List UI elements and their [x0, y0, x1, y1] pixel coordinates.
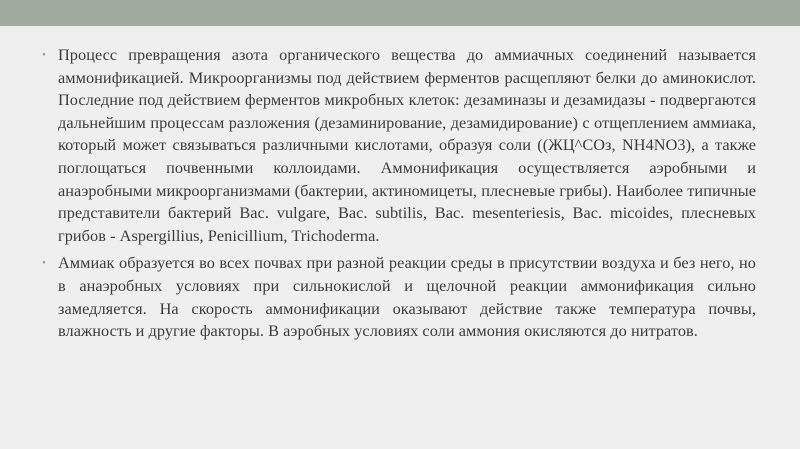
- bullet-dot-icon: •: [42, 49, 46, 61]
- bullet-item-1: [42, 44, 756, 247]
- slide-header-bar: [0, 0, 800, 26]
- bullet-text-1: Процесс превращения азота органического вещества до аммиачных соединений называется аммонификацией. Микроорганизмы под действием ферментов расщепляют белки до аминокислот. Последние под действием ферментов микробных клеток: дезаминазы и дезамидазы - подвергаются дальнейшим процессам разложения (дезаминирование, дезамидирование) с отщеплением аммиака, который может связываться различными кислотами, образуя соли ((ЖЦ^СОз, NH4NO3), а также поглощаться почвенными коллоидами. Аммонификация осуществляется аэробными и анаэробными микроорганизмами (бактерии, актиномицеты, плесневые грибы). Наиболее типичные представители бактерий Bac. vulgare, Bac. subtilis, Bac. mesenteriesis, Bac. micoides, плесневых грибов - Aspergillius, Penicillium, Trichoderma.: [58, 45, 756, 245]
- bullet-dot-icon: •: [42, 257, 46, 270]
- slide-body: [42, 44, 756, 348]
- bullet-text-2: Аммиак образуется во всех почвах при разной реакции среды в присутствии воздуха и без него, но в анаэробных условиях при сильнокислой и щелочной реакции аммонификация сильно замедляется. На скорость аммонификации оказывают действие также температура почвы, влажность и другие факторы. В аэробных условиях соли аммония окисляются до нитратов.: [58, 253, 756, 341]
- bullet-item-2: [42, 252, 756, 342]
